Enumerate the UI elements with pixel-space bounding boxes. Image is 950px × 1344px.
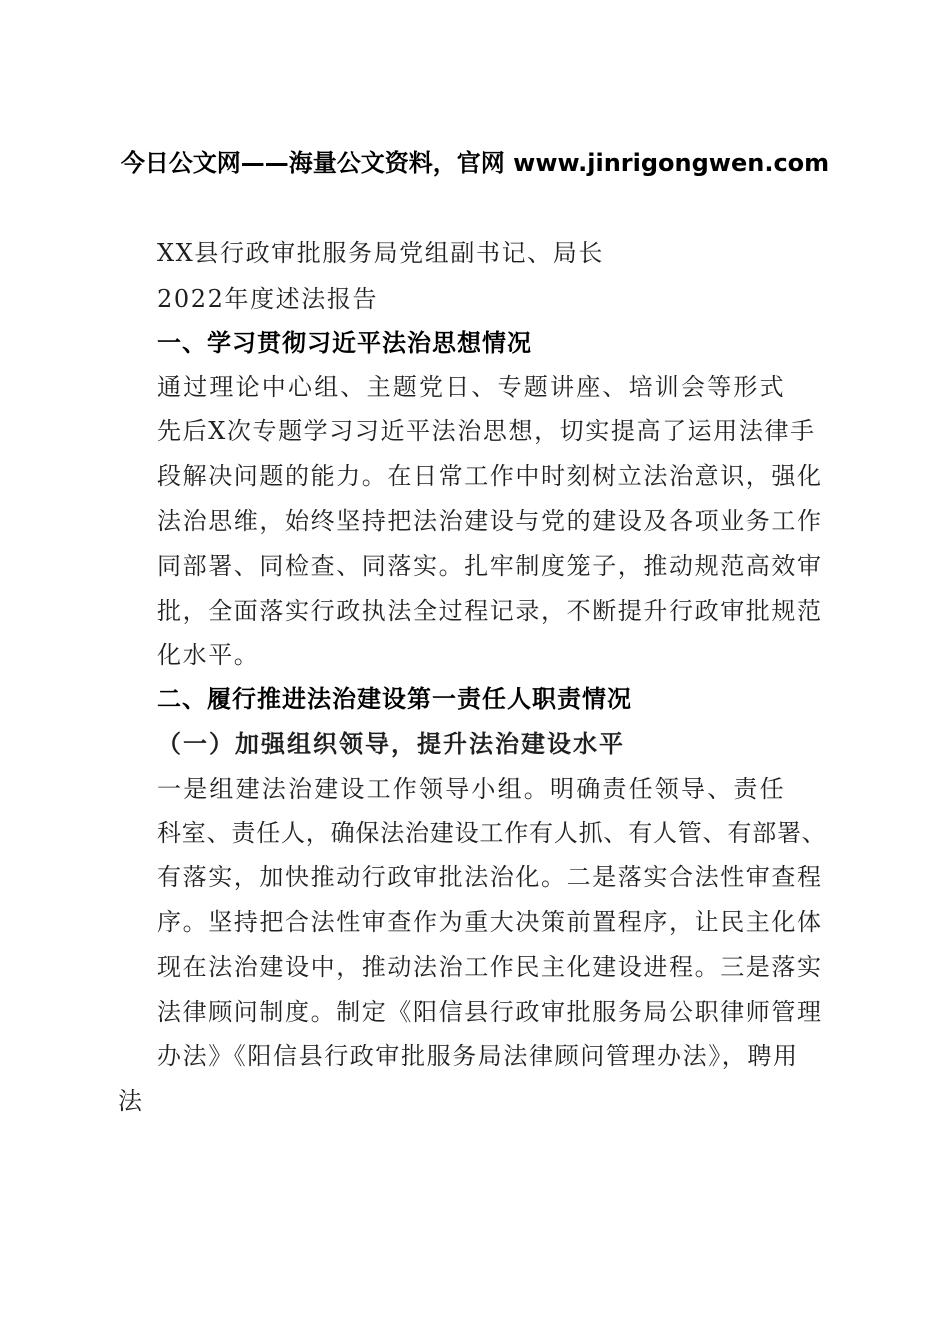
section-1-paragraph-line: 批，全面落实行政执法全过程记录，不断提升行政审批规范 xyxy=(157,597,823,625)
section-1-paragraph-line: 法治思维，始终坚持把法治建设与党的建设及各项业务工作 xyxy=(157,507,823,535)
report-title-line-2: 2022年度述法报告 xyxy=(157,285,379,313)
section-2-subheading: （一）加强组织领导，提升法治建设水平 xyxy=(157,729,625,758)
report-title-line-1: XX县行政审批服务局党组副书记、局长 xyxy=(157,239,604,267)
section-2-paragraph-line: 办法》《阳信县行政审批服务局法律顾问管理办法》，聘用 xyxy=(157,1042,799,1070)
section-2-paragraph-line: 有落实，加快推动行政审批法治化。二是落实合法性审查程 xyxy=(157,863,823,891)
section-1-paragraph-line: 同部署、同检查、同落实。扎牢制度笼子，推动规范高效审 xyxy=(157,552,823,580)
section-2-paragraph-line: 序。坚持把合法性审查作为重大决策前置程序，让民主化体 xyxy=(157,908,823,936)
site-header-banner: 今日公文网——海量公文资料，官网 www.jinrigongwen.com xyxy=(120,149,830,177)
section-2-paragraph-line: 一是组建法治建设工作领导小组。明确责任领导、责任 xyxy=(157,775,786,803)
section-1-paragraph-line: 通过理论中心组、主题党日、专题讲座、培训会等形式 xyxy=(157,373,786,401)
section-2-paragraph-line: 现在法治建设中，推动法治工作民主化建设进程。三是落实 xyxy=(157,953,823,981)
section-1-paragraph-line: 段解决问题的能力。在日常工作中时刻树立法治意识，强化 xyxy=(157,462,823,490)
section-2-heading: 二、履行推进法治建设第一责任人职责情况 xyxy=(157,685,632,713)
section-2-paragraph-line: 法律顾问制度。制定《阳信县行政审批服务局公职律师管理 xyxy=(157,998,823,1026)
section-2-paragraph-line: 科室、责任人，确保法治建设工作有人抓、有人管、有部署、 xyxy=(157,819,827,847)
section-1-heading: 一、学习贯彻习近平法治思想情况 xyxy=(157,329,532,357)
section-2-trailing-character: 法 xyxy=(118,1087,144,1115)
section-1-paragraph-line: 先后X次专题学习习近平法治思想，切实提高了运用法律手 xyxy=(157,417,816,445)
section-1-paragraph-line: 化水平。 xyxy=(157,641,260,669)
